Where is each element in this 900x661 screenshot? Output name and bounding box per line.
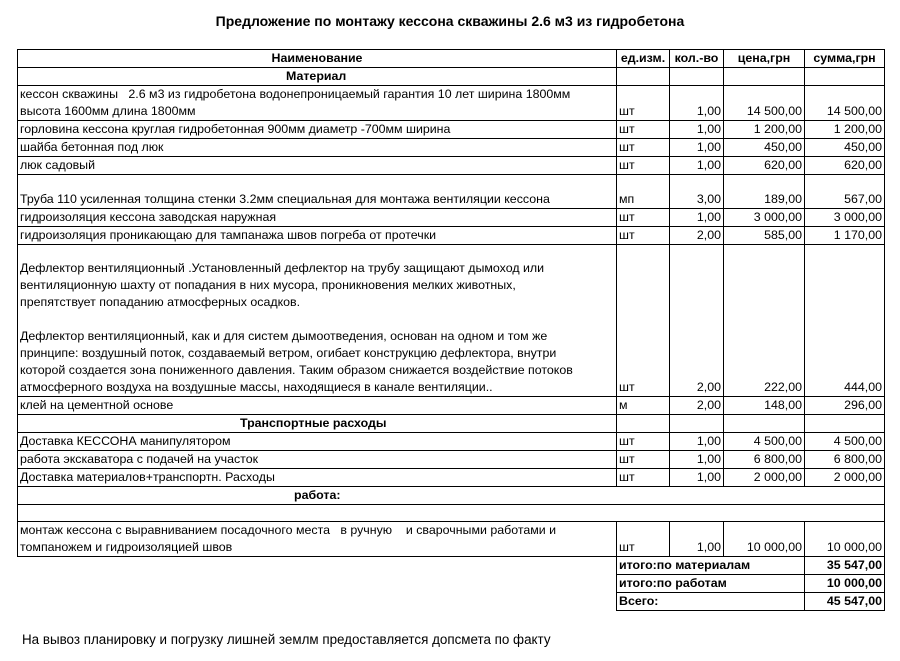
section-transport-label: Транспортные расходы — [18, 415, 617, 433]
item-name: шайба бетонная под люк — [18, 139, 617, 157]
item-row — [18, 157, 885, 175]
item-sum: 1 170,00 — [805, 227, 885, 245]
item-price: 1 200,00 — [724, 121, 805, 139]
item-qty: 1,00 — [670, 451, 724, 469]
section-row-work — [18, 487, 885, 505]
item-name: Доставка материалов+транспортн. Расходы — [18, 469, 617, 487]
item-sum: 450,00 — [805, 139, 885, 157]
item-unit: шт — [617, 469, 670, 487]
item-price: 148,00 — [724, 397, 805, 415]
item-sum: 3 000,00 — [805, 209, 885, 227]
item-row — [18, 227, 885, 245]
item-qty: 1,00 — [670, 121, 724, 139]
item-name: горловина кессона круглая гидробетонная 900мм диаметр -700мм ширина — [18, 121, 617, 139]
item-qty: 1,00 — [670, 157, 724, 175]
item-name: Доставка КЕССОНА манипулятором — [18, 433, 617, 451]
item-price: 6 800,00 — [724, 451, 805, 469]
item-unit: шт — [617, 433, 670, 451]
item-unit: шт — [617, 227, 670, 245]
total-materials-value: 35 547,00 — [805, 557, 885, 575]
item-qty: 3,00 — [670, 175, 724, 209]
section-work-label: работа: — [18, 487, 885, 505]
section-row-transport — [18, 415, 885, 433]
header-name: Наименование — [18, 50, 617, 68]
item-qty: 1,00 — [670, 209, 724, 227]
item-name: гидроизоляция проникающаю для тампанажа швов погреба от протечки — [18, 227, 617, 245]
footer-note: На вывоз планировку и погрузку лишней землм предоставляется допсмета по факту — [22, 632, 551, 647]
item-sum: 444,00 — [805, 245, 885, 397]
item-name: монтаж кессона с выравниванием посадочного места в ручную и сварочными работами и томпаножем и гидроизоляцией швов — [18, 522, 617, 557]
grand-total-value: 45 547,00 — [805, 593, 885, 611]
grand-total-row — [18, 593, 885, 611]
item-unit: шт — [617, 86, 670, 121]
item-unit: шт — [617, 451, 670, 469]
grand-total-label: Всего: — [617, 593, 805, 611]
item-price: 2 000,00 — [724, 469, 805, 487]
section-material-label: Материал — [18, 68, 617, 86]
item-row — [18, 469, 885, 487]
item-unit: шт — [617, 139, 670, 157]
section-row-material — [18, 68, 885, 86]
item-price: 189,00 — [724, 175, 805, 209]
item-sum: 10 000,00 — [805, 522, 885, 557]
item-row — [18, 139, 885, 157]
item-name: Труба 110 усиленная толщина стенки 3.2мм специальная для монтажа вентиляции кессона — [18, 175, 617, 209]
item-row — [18, 397, 885, 415]
item-name: клей на цементной основе — [18, 397, 617, 415]
item-price: 450,00 — [724, 139, 805, 157]
item-qty: 2,00 — [670, 245, 724, 397]
total-work-row — [18, 575, 885, 593]
item-price: 4 500,00 — [724, 433, 805, 451]
empty-row — [18, 505, 885, 522]
item-qty: 1,00 — [670, 522, 724, 557]
item-name: люк садовый — [18, 157, 617, 175]
item-row — [18, 245, 885, 397]
table-header-row — [18, 50, 885, 68]
item-row — [18, 121, 885, 139]
item-row — [18, 86, 885, 121]
total-materials-label: итого:по материалам — [617, 557, 805, 575]
item-unit: шт — [617, 522, 670, 557]
item-unit: шт — [617, 157, 670, 175]
item-row — [18, 522, 885, 557]
item-sum: 1 200,00 — [805, 121, 885, 139]
item-name: кессон скважины 2.6 м3 из гидробетона водонепроницаемый гарантия 10 лет ширина 1800мм высота 1600мм длина 1800мм — [18, 86, 617, 121]
item-unit: шт — [617, 121, 670, 139]
estimate-table — [17, 49, 885, 611]
total-work-value: 10 000,00 — [805, 575, 885, 593]
item-qty: 1,00 — [670, 469, 724, 487]
item-price: 222,00 — [724, 245, 805, 397]
document-title: Предложение по монтажу кессона скважины 2.6 м3 из гидробетона — [215, 13, 685, 29]
item-sum: 2 000,00 — [805, 469, 885, 487]
item-sum: 14 500,00 — [805, 86, 885, 121]
header-unit: ед.изм. — [617, 50, 670, 68]
item-unit: шт — [617, 209, 670, 227]
item-name: работа экскаватора с подачей на участок — [18, 451, 617, 469]
header-qty: кол.-во — [670, 50, 724, 68]
total-work-label: итого:по работам — [617, 575, 805, 593]
item-unit: мп — [617, 175, 670, 209]
item-row — [18, 451, 885, 469]
item-qty: 2,00 — [670, 227, 724, 245]
item-price: 10 000,00 — [724, 522, 805, 557]
item-price: 3 000,00 — [724, 209, 805, 227]
item-qty: 1,00 — [670, 433, 724, 451]
item-row — [18, 175, 885, 209]
item-qty: 1,00 — [670, 86, 724, 121]
item-price: 585,00 — [724, 227, 805, 245]
item-row — [18, 209, 885, 227]
item-unit: м — [617, 397, 670, 415]
item-price: 14 500,00 — [724, 86, 805, 121]
item-sum: 296,00 — [805, 397, 885, 415]
item-qty: 2,00 — [670, 397, 724, 415]
item-sum: 4 500,00 — [805, 433, 885, 451]
item-price: 620,00 — [724, 157, 805, 175]
item-sum: 620,00 — [805, 157, 885, 175]
item-sum: 567,00 — [805, 175, 885, 209]
total-materials-row — [18, 557, 885, 575]
item-name: Дефлектор вентиляционный .Установленный дефлектор на трубу защищают дымоход или вентиляционную шахту от попадания в них мусора, проникновения мелких животных, препятствует попаданию атмосферных осадков. Дефлектор вентиляционный, как и для систем дымоотведения, основан на одном и том же принципе: воздушный поток, создаваемый ветром, огибает конструкцию дефлектора, внутри которой создается зона пониженного давления. Таким образом снижается воздействие потоков атмосферного воздуха на воздушные массы, находящиеся в канале вентиляции.. — [18, 245, 617, 397]
item-name: гидроизоляция кессона заводская наружная — [18, 209, 617, 227]
item-qty: 1,00 — [670, 139, 724, 157]
item-unit: шт — [617, 245, 670, 397]
header-sum: сумма,грн — [805, 50, 885, 68]
item-sum: 6 800,00 — [805, 451, 885, 469]
header-price: цена,грн — [724, 50, 805, 68]
item-row — [18, 433, 885, 451]
